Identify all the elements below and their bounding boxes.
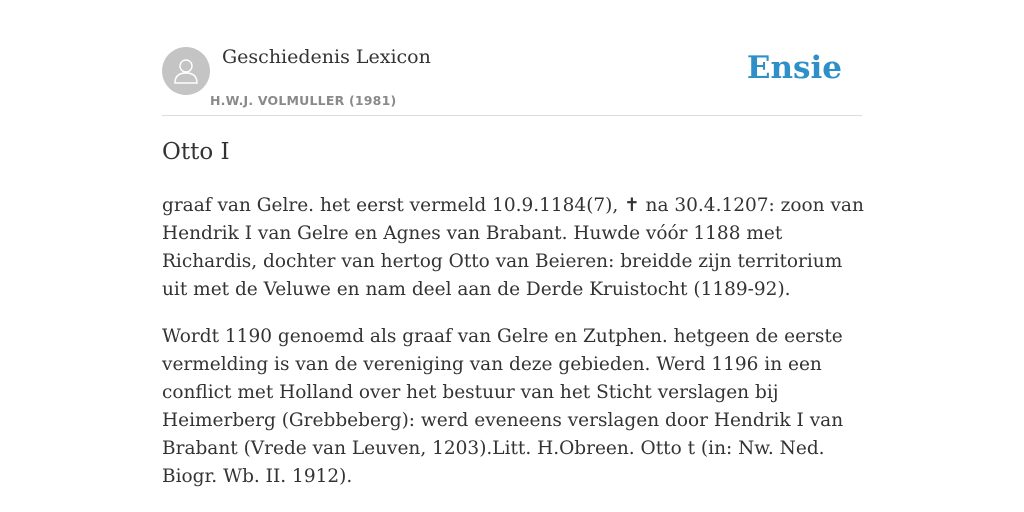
entry-paragraph: graaf van Gelre. het eerst vermeld 10.9.1184(7), ✝ na 30.4.1207: zoon van Hendrik I van Gelre en Agnes van Brabant. Huwde vóór 1188 met Richardis, dochter van hertog Otto van Beieren: breidde zijn territorium uit met de Veluwe en nam deel aan de Derde Kruistocht (1189-92). <box>162 195 864 300</box>
author-name[interactable]: H.W.J. VOLMULLER (1981) <box>210 93 397 108</box>
entry-header <box>162 46 862 116</box>
entry-title: Otto I <box>162 139 230 165</box>
entry-body <box>162 192 864 510</box>
brand-logo[interactable]: Ensie <box>746 50 842 86</box>
author-avatar[interactable] <box>162 47 210 95</box>
source-title[interactable]: Geschiedenis Lexicon <box>222 46 431 68</box>
entry-paragraph: Wordt 1190 genoemd als graaf van Gelre en Zutphen. hetgeen de eerste vermelding is van de vereniging van deze gebieden. Werd 1196 in een conflict met Holland over het bestuur van het Sticht verslagen bij Heimerberg (Grebbeberg): werd eveneens verslagen door Hendrik I van Brabant (Vrede van Leuven, 1203).Litt. H.Obreen. Otto t (in: Nw. Ned. Biogr. Wb. II. 1912). <box>162 326 844 487</box>
user-avatar-icon <box>171 56 201 86</box>
